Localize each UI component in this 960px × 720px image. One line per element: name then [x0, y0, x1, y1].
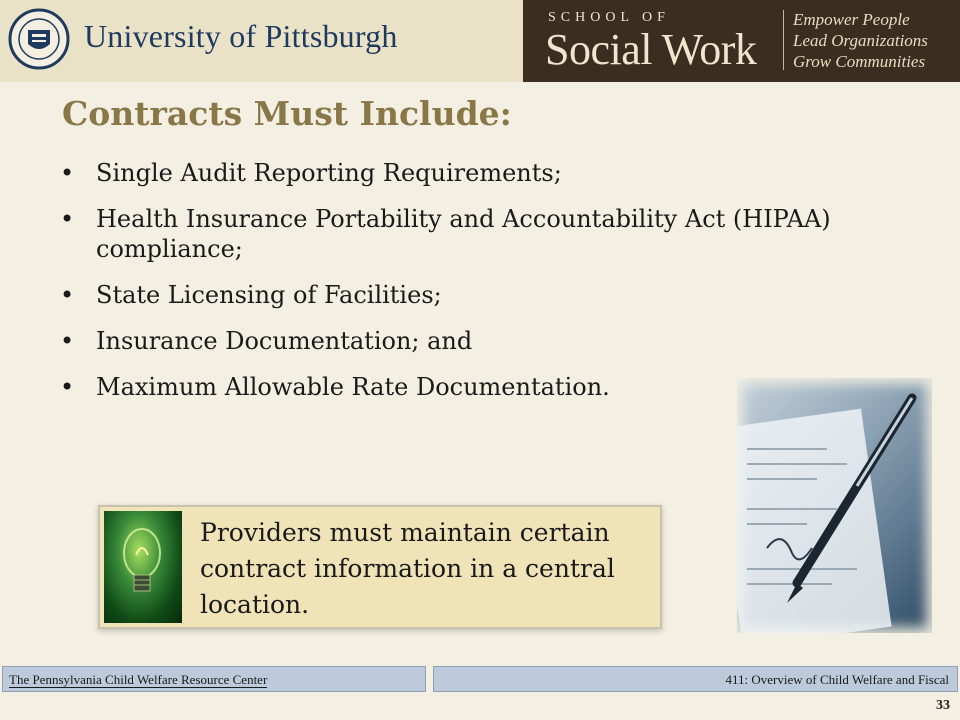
university-seal-icon — [8, 6, 70, 72]
page-number: 33 — [936, 698, 950, 713]
pen-and-contract-photo — [737, 378, 932, 633]
callout-box — [98, 505, 662, 629]
bullet-item: • Maximum Allowable Rate Documentation. — [58, 372, 878, 402]
lightbulb-icon — [104, 511, 182, 623]
bullet-item: • Single Audit Reporting Requirements; — [58, 158, 878, 188]
callout-text: Providers must maintain certain contract information in a central location. — [200, 518, 615, 619]
tagline-3: Grow Communities — [793, 52, 926, 71]
bullet-item: • Insurance Documentation; and — [58, 326, 878, 356]
footer-organization-label: The Pennsylvania Child Welfare Resource Center — [9, 672, 268, 687]
bullet-item: • State Licensing of Facilities; — [58, 280, 878, 310]
slide-title: Contracts Must Include: — [62, 94, 512, 133]
tagline-2: Lead Organizations — [793, 31, 928, 50]
footer-course-title: 411: Overview of Child Welfare and Fiscal — [433, 666, 958, 692]
university-name: University of Pittsburgh — [84, 18, 398, 54]
lightbulb-image — [104, 511, 182, 623]
school-of-label: SCHOOL OF — [548, 10, 670, 25]
bullet-item: • Health Insurance Portability and Accountability Act (HIPAA) compliance; — [58, 204, 878, 264]
school-name: Social Work — [545, 25, 757, 74]
header-right-band — [523, 0, 960, 82]
pen-icon — [737, 378, 932, 633]
footer-organization — [2, 666, 426, 692]
header-left-band — [0, 0, 523, 82]
header-divider — [783, 10, 784, 70]
tagline-1: Empower People — [793, 10, 910, 29]
